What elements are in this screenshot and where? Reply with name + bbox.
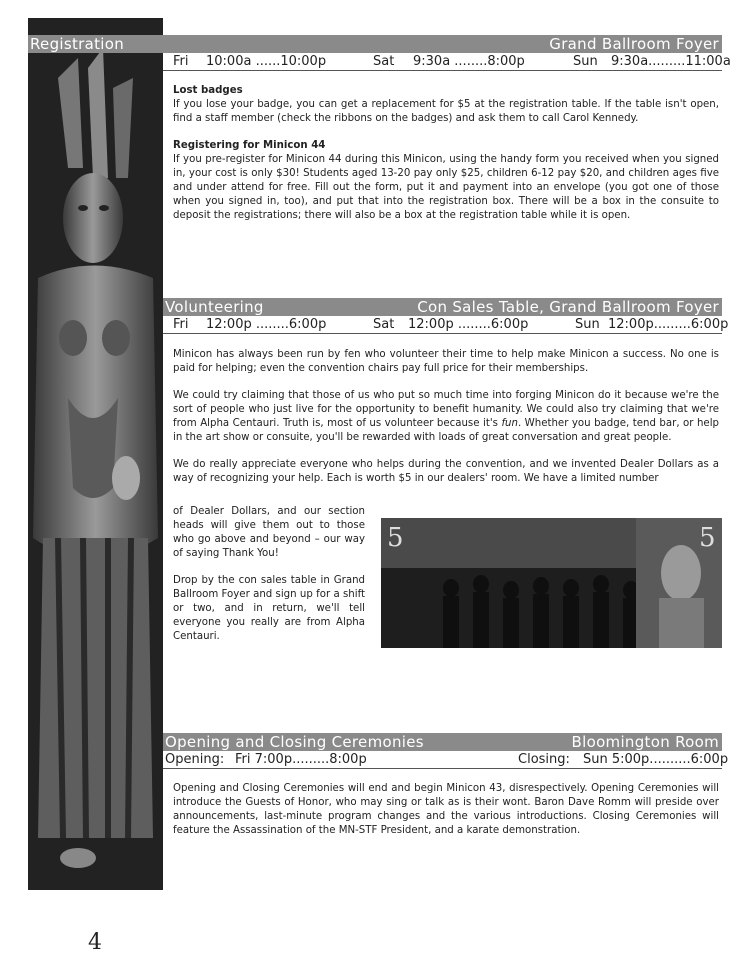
- registering-heading: Registering for Minicon 44: [173, 140, 326, 151]
- convention-photo: [381, 518, 722, 648]
- volunteering-title: Volunteering: [165, 298, 264, 316]
- volunteering-schedule: [163, 317, 729, 334]
- volunteering-para-2: We could try claiming that those of us who put so much time into forging Minicon do it because we're the sort of people who just live for the opportunity to benefit humanity. We could also try claiming that we're from Alpha Centauri. Truth is, most of us volunteer because it's fun. Whether you badge, tend bar, or help in the art show or consuite, you'll be rewarded with loads of great conversation and great people.: [173, 390, 719, 443]
- lost-badges-heading: Lost badges: [173, 85, 243, 96]
- decorative-figure-art: [28, 18, 163, 890]
- registration-title: Registration: [30, 35, 125, 53]
- schedule-day: Fri: [173, 54, 189, 69]
- schedule-time: 9:30a ........8:00p: [413, 54, 525, 69]
- photo-number-right: 5: [699, 523, 716, 553]
- registration-header-bar: [28, 35, 722, 53]
- volunteering-header-bar: [163, 298, 722, 316]
- photo-number-left: 5: [387, 523, 404, 553]
- ceremonies-schedule: [163, 752, 729, 769]
- ceremonies-text: Opening and Closing Ceremonies will end and begin Minicon 43, disrespectively. Opening Ceremonies will introduce the Guests of Honor, who may sing or talk as is their wont. Baron Dave Romm will preside over announcements, last-minute program changes and the various introductions. Closing Ceremonies will feature the Assassination of the MN-STF President, and a karate demonstration.: [173, 783, 719, 836]
- volunteering-para-4: Drop by the con sales table in Grand Ballroom Foyer and sign up for a shift or two, and in return, we'll tell everyone you really are from Alpha Centauri.: [173, 575, 365, 642]
- volunteering-para-3: We do really appreciate everyone who helps during the convention, and we invented Dealer Dollars as a way of recognizing your help. Each is worth $5 in our dealers' room. We have a limited number: [173, 459, 719, 484]
- schedule-time: 12:00p ........6:00p: [408, 317, 529, 332]
- registering-text: If you pre-register for Minicon 44 during this Minicon, using the handy form you received when you signed in, your cost is only $30! Students aged 13-20 pay only $25, children 6-12 pay $20, and children ages five and under attend for free. Fill out the form, put it and payment into an envelope (you got one of those when you signed in, too), and put that into the registration box. There will be a box in the consuite to deposit the registrations; there will also be a box at the registration table while it is open.: [173, 154, 719, 221]
- volunteering-body: [173, 348, 719, 486]
- ceremonies-header-bar: [163, 733, 722, 751]
- volunteering-para-1: Minicon has always been run by fen who volunteer their time to help make Minicon a success. No one is paid for helping; even the convention chairs pay full price for their memberships.: [173, 349, 719, 374]
- schedule-day: Sat: [373, 317, 395, 332]
- schedule-time: 9:30a.........11:00a: [611, 54, 731, 69]
- opening-time: Fri 7:00p.........8:00p: [235, 752, 367, 767]
- opening-label: Opening:: [165, 752, 225, 767]
- schedule-day: Sat: [373, 54, 395, 69]
- closing-label: Closing:: [518, 752, 570, 767]
- schedule-time: 12:00p.........6:00p: [608, 317, 729, 332]
- ceremonies-body: [173, 782, 719, 851]
- schedule-time: 12:00p ........6:00p: [206, 317, 327, 332]
- volunteering-location: Con Sales Table, Grand Ballroom Foyer: [417, 298, 719, 316]
- lost-badges-text: If you lose your badge, you can get a replacement for $5 at the registration table. If the table isn't open, find a staff member (check the ribbons on the badges) and ask them to call Carol Kennedy.: [173, 99, 719, 124]
- ceremonies-title: Opening and Closing Ceremonies: [165, 733, 424, 751]
- volunteering-para-3-cont: of Dealer Dollars, and our section heads will give them out to those who go above and beyond – our way of saying Thank You!: [173, 506, 365, 559]
- schedule-time: 10:00a ......10:00p: [206, 54, 327, 69]
- registration-location: Grand Ballroom Foyer: [549, 35, 719, 53]
- schedule-day: Sun: [575, 317, 600, 332]
- volunteering-body-left-column: [173, 505, 365, 657]
- registration-schedule: [163, 54, 731, 71]
- ceremonies-location: Bloomington Room: [571, 733, 719, 751]
- closing-time: Sun 5:00p..........6:00p: [583, 752, 729, 767]
- page-number: 4: [88, 930, 102, 955]
- schedule-day: Sun: [573, 54, 598, 69]
- schedule-day: Fri: [173, 317, 189, 332]
- registration-body: [173, 84, 719, 236]
